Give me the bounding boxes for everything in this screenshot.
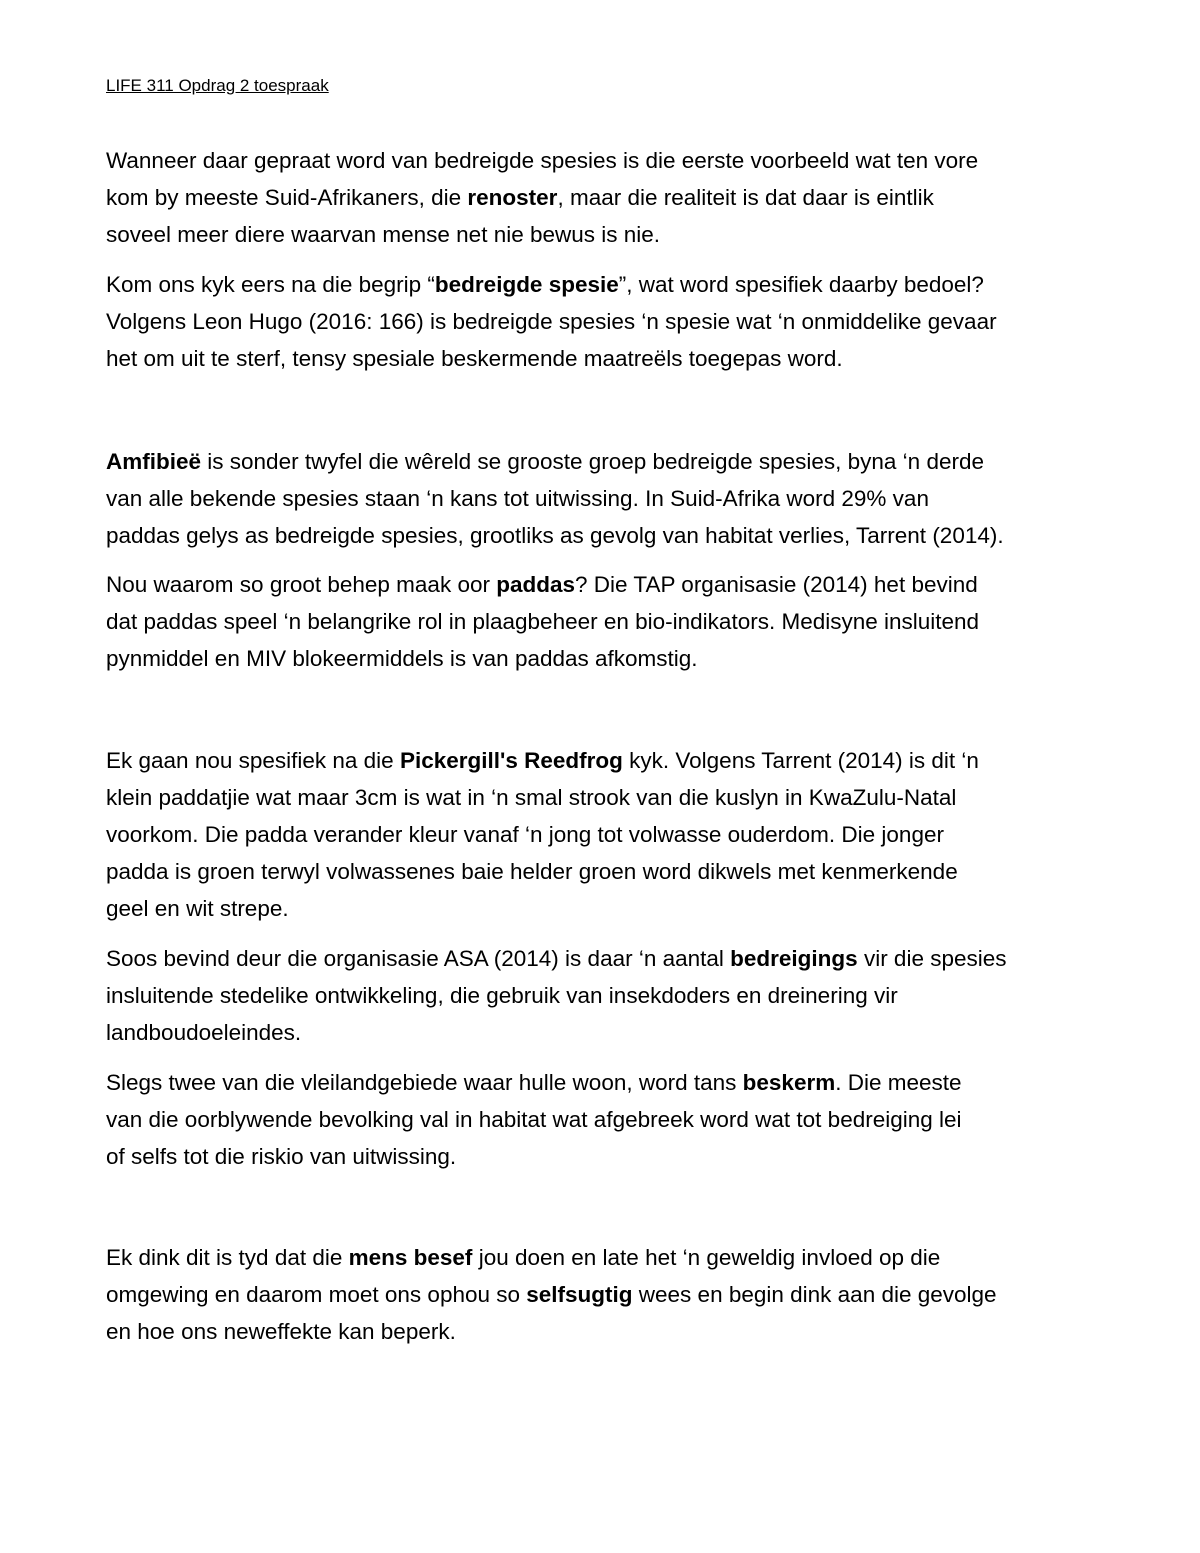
bold-text: Amfibieë: [106, 449, 202, 474]
text-line: [106, 1014, 1101, 1051]
text-line: [106, 216, 1101, 253]
text-run: Ek gaan nou spesifiek na die: [106, 748, 400, 773]
text-line: [106, 1064, 1101, 1101]
text-run: . Die meeste: [835, 1070, 962, 1095]
text-run: kom by meeste Suid-Afrikaners, die: [106, 185, 468, 210]
text-run: Soos bevind deur die organisasie ASA (2014) is daar ‘n aantal: [106, 946, 731, 971]
text-run: Volgens Leon Hugo (2016: 166) is bedreigde spesies ‘n spesie wat ‘n onmiddelike gevaar: [106, 309, 997, 334]
text-run: van die oorblywende bevolking val in habitat wat afgebreek word wat tot bedreiging lei: [106, 1107, 962, 1132]
text-line: [106, 940, 1101, 977]
text-run: dat paddas speel ‘n belangrike rol in plaagbeheer en bio-indikators. Medisyne insluitend: [106, 609, 980, 634]
text-run: is sonder twyfel die wêreld se grooste groep bedreigde spesies, byna ‘n derde: [201, 449, 984, 474]
text-run: , maar die realiteit is dat daar is eintlik: [557, 185, 934, 210]
text-run: Slegs twee van die vleilandgebiede waar hulle woon, word tans: [106, 1070, 743, 1095]
text-run: geel en wit strepe.: [106, 896, 289, 921]
paragraph: [106, 742, 1101, 927]
paragraph: [106, 266, 1101, 377]
text-line: [106, 1138, 1101, 1175]
text-line: [106, 266, 1101, 303]
text-run: pynmiddel en MIV blokeermiddels is van paddas afkomstig.: [106, 646, 698, 671]
text-line: [106, 1276, 1101, 1313]
bold-text: bedreigde spesie: [434, 272, 619, 297]
text-run: soveel meer diere waarvan mense net nie bewus is nie.: [106, 222, 661, 247]
text-run: insluitende stedelike ontwikkeling, die gebruik van insekdoders en dreinering vir: [106, 983, 898, 1008]
paragraph: [106, 443, 1101, 554]
text-run: Kom ons kyk eers na die begrip “: [106, 272, 435, 297]
text-line: [106, 443, 1101, 480]
paragraph: [106, 1239, 1101, 1350]
text-run: omgewing en daarom moet ons ophou so: [106, 1282, 527, 1307]
text-line: [106, 179, 1101, 216]
paragraph: [106, 940, 1101, 1051]
text-run: en hoe ons neweffekte kan beperk.: [106, 1319, 456, 1344]
text-run: jou doen en late het ‘n geweldig invloed op die: [472, 1245, 941, 1270]
text-line: [106, 340, 1101, 377]
text-line: [106, 742, 1101, 779]
text-run: ? Die TAP organisasie (2014) het bevind: [575, 572, 978, 597]
text-line: [106, 640, 1101, 677]
text-line: [106, 603, 1101, 640]
text-line: [106, 566, 1101, 603]
bold-text: renoster: [467, 185, 558, 210]
text-line: [106, 480, 1101, 517]
bold-text: bedreigings: [730, 946, 858, 971]
text-run: padda is groen terwyl volwassenes baie helder groen word dikwels met kenmerkende: [106, 859, 958, 884]
document-title: LIFE 311 Opdrag 2 toespraak: [106, 76, 329, 95]
text-line: [106, 142, 1101, 179]
text-line: [106, 779, 1101, 816]
text-run: het om uit te sterf, tensy spesiale beskermende maatreëls toegepas word.: [106, 346, 843, 371]
text-run: Nou waarom so groot behep maak oor: [106, 572, 497, 597]
text-run: paddas gelys as bedreigde spesies, grootliks as gevolg van habitat verlies, Tarrent (2014).: [106, 523, 1004, 548]
text-line: [106, 1239, 1101, 1276]
text-line: [106, 890, 1101, 927]
text-line: [106, 816, 1101, 853]
text-line: [106, 977, 1101, 1014]
bold-text: selfsugtig: [526, 1282, 633, 1307]
text-line: [106, 1101, 1101, 1138]
bold-text: Pickergill's Reedfrog: [399, 748, 623, 773]
text-run: Wanneer daar gepraat word van bedreigde spesies is die eerste voorbeeld wat ten vore: [106, 148, 979, 173]
text-run: Ek dink dit is tyd dat die: [106, 1245, 349, 1270]
text-run: ”, wat word spesifiek daarby bedoel?: [618, 272, 984, 297]
bold-text: paddas: [496, 572, 575, 597]
text-run: van alle bekende spesies staan ‘n kans tot uitwissing. In Suid-Afrika word 29% van: [106, 486, 929, 511]
text-run: kyk. Volgens Tarrent (2014) is dit ‘n: [622, 748, 979, 773]
paragraph: [106, 566, 1101, 677]
text-run: of selfs tot die riskio van uitwissing.: [106, 1144, 457, 1169]
text-line: [106, 517, 1101, 554]
text-run: landboudoeleindes.: [106, 1020, 302, 1045]
text-run: vir die spesies: [857, 946, 1007, 971]
text-line: [106, 853, 1101, 890]
text-line: [106, 303, 1101, 340]
text-run: voorkom. Die padda verander kleur vanaf ‘n jong tot volwasse ouderdom. Die jonger: [106, 822, 944, 847]
paragraph: [106, 1064, 1101, 1175]
bold-text: mens besef: [348, 1245, 473, 1270]
bold-text: beskerm: [742, 1070, 836, 1095]
text-line: [106, 1313, 1101, 1350]
paragraph: [106, 142, 1101, 253]
text-run: wees en begin dink aan die gevolge: [632, 1282, 997, 1307]
text-run: klein paddatjie wat maar 3cm is wat in ‘n smal strook van die kuslyn in KwaZulu-Natal: [106, 785, 957, 810]
